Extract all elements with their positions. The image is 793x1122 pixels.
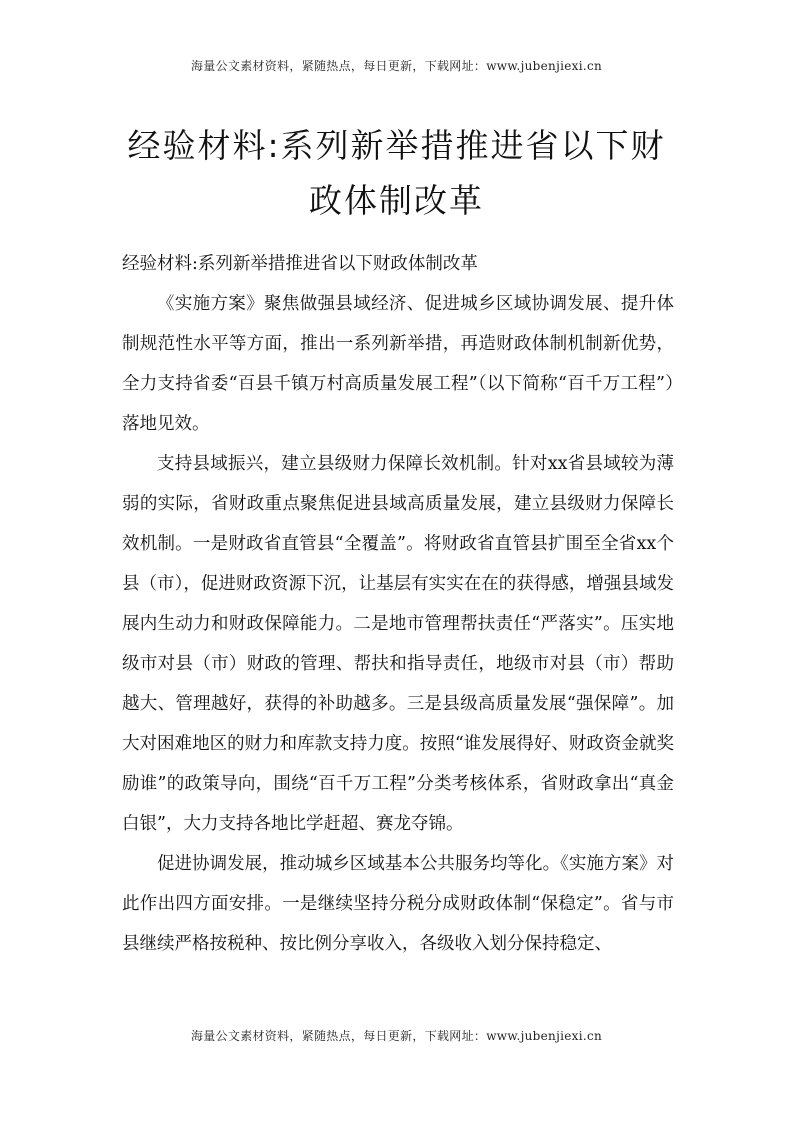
document-body — [122, 244, 674, 964]
body-paragraph-subtitle: 经验材料:系列新举措推进省以下财政体制改革 — [122, 254, 478, 274]
body-paragraph: 《实施方案》聚焦做强县域经济、促进城乡区域协调发展、提升体制规范性水平等方面，推出一系列新举措，再造财政体制机制新优势，全力支持省委“百县千镇万村高质量发展工程”（以下简称“百千万工程”）落地见效。 — [122, 294, 674, 434]
page-header: 海量公文素材资料，紧随热点，每日更新，下载网址：www.jubenjiexi.cn — [191, 59, 602, 73]
document-title: 经验材料:系列新举措推进省以下财政体制改革 — [127, 126, 666, 220]
body-paragraph: 支持县域振兴，建立县级财力保障长效机制。针对xx省县域较为薄弱的实际，省财政重点聚焦促进县域高质量发展，建立县级财力保障长效机制。一是财政省直管县“全覆盖”。将财政省直管县扩围至全省xx个县（市），促进财政资源下沉，让基层有实实在在的获得感，增强县域发展内生动力和财政保障能力。二是地市管理帮扶责任“严落实”。压实地级市对县（市）财政的管理、帮扶和指导责任，地级市对县（市）帮助越大、管理越好，获得的补助越多。三是县级高质量发展“强保障”。加大对困难地区的财力和库款支持力度。按照“谁发展得好、财政资金就奖励谁”的政策导向，围绕“百千万工程”分类考核体系，省财政拿出“真金白银”，大力支持各地比学赶超、赛龙夺锦。 — [122, 454, 674, 834]
body-paragraph: 促进协调发展，推动城乡区域基本公共服务均等化。《实施方案》对此作出四方面安排。一是继续坚持分税分成财政体制“保稳定”。省与市县继续严格按税种、按比例分享收入，各级收入划分保持稳定、 — [122, 854, 674, 954]
page-footer: 海量公文素材资料，紧随热点，每日更新，下载网址：www.jubenjiexi.cn — [191, 1029, 602, 1043]
